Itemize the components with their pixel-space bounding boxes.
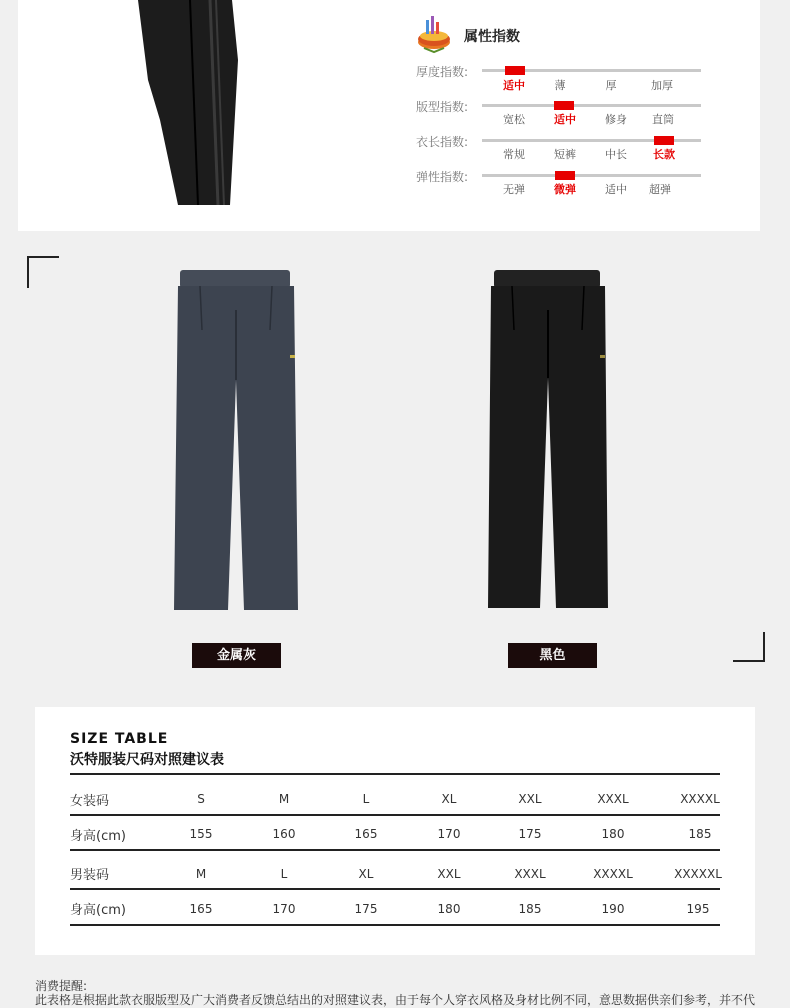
product-image-pants-top	[120, 0, 250, 210]
table-cell: L	[280, 867, 288, 881]
attribute-option: 适中	[605, 183, 627, 196]
attribute-option: 修身	[605, 113, 627, 126]
attribute-option: 超弹	[649, 183, 671, 196]
attribute-option: 微弹	[554, 183, 576, 196]
attribute-option: 厚	[605, 79, 617, 92]
table-cell: 180	[601, 827, 625, 841]
attribute-label: 弹性指数:	[416, 170, 469, 184]
table-cell: XL	[441, 792, 457, 806]
table-cell: 180	[437, 902, 461, 916]
attribute-option: 中长	[605, 148, 627, 161]
attribute-track	[482, 104, 701, 107]
table-cell: 160	[272, 827, 296, 841]
table-cell: 185	[688, 827, 712, 841]
attribute-track	[482, 174, 701, 177]
table-cell: XXL	[437, 867, 461, 881]
attribute-option: 长款	[653, 148, 675, 161]
attribute-label: 衣长指数:	[416, 135, 469, 149]
attribute-marker	[555, 171, 575, 180]
divider	[70, 849, 720, 851]
table-cell: 170	[437, 827, 461, 841]
table-cell: XXXL	[514, 867, 546, 881]
attribute-index-icon	[416, 14, 454, 54]
divider	[70, 814, 720, 816]
corner-decoration-top-left	[27, 256, 59, 288]
product-image-black-pants	[486, 270, 610, 612]
table-cell: XXL	[518, 792, 542, 806]
attribute-marker	[505, 66, 525, 75]
women-height-label: 身高(cm)	[70, 829, 126, 844]
size-table-title: SIZE TABLE	[70, 731, 169, 747]
color-label-gray: 金属灰	[192, 643, 281, 668]
table-cell: 190	[601, 902, 625, 916]
attribute-marker	[654, 136, 674, 145]
attribute-label: 厚度指数:	[416, 65, 469, 79]
table-cell: 170	[272, 902, 296, 916]
attribute-marker	[554, 101, 574, 110]
attribute-option: 无弹	[503, 183, 525, 196]
divider	[70, 773, 720, 775]
color-label-black: 黑色	[508, 643, 597, 668]
attribute-label: 版型指数:	[416, 100, 469, 114]
table-cell: L	[362, 792, 370, 806]
table-cell: M	[195, 867, 207, 881]
attribute-option: 宽松	[503, 113, 525, 126]
attribute-option: 薄	[554, 79, 566, 92]
table-cell: M	[278, 792, 290, 806]
table-cell: 155	[189, 827, 213, 841]
table-cell: 165	[189, 902, 213, 916]
table-cell: S	[197, 792, 205, 806]
table-cell: XXXXXL	[674, 867, 722, 881]
table-cell: 185	[518, 902, 542, 916]
table-cell: 175	[354, 902, 378, 916]
attribute-option: 常规	[503, 148, 525, 161]
notice-title: 消费提醒:	[35, 979, 88, 993]
notice-body: 此表格是根据此款衣服版型及广大消费者反馈总结出的对照建议表，由于每个人穿衣风格及身材比例不同，意思数据供亲们参考，并不代	[35, 993, 756, 1007]
table-cell: XL	[358, 867, 374, 881]
table-cell: XXXL	[597, 792, 629, 806]
men-height-label: 身高(cm)	[70, 903, 126, 918]
table-cell: 175	[518, 827, 542, 841]
table-cell: XXXXL	[593, 867, 633, 881]
corner-decoration-bottom-right	[733, 632, 765, 662]
attributes-title: 属性指数	[464, 29, 520, 45]
divider	[70, 888, 720, 890]
divider	[70, 924, 720, 926]
attribute-option: 短裤	[554, 148, 576, 161]
table-cell: XXXXL	[680, 792, 720, 806]
size-table-subtitle: 沃特服装尺码对照建议表	[70, 752, 224, 768]
attribute-option: 适中	[554, 113, 576, 126]
table-cell: 195	[686, 902, 710, 916]
attribute-option: 加厚	[651, 79, 673, 92]
men-size-label: 男装码	[70, 868, 110, 883]
attribute-option: 适中	[503, 79, 525, 92]
attribute-option: 直筒	[652, 113, 674, 126]
women-size-label: 女装码	[70, 794, 110, 809]
product-image-gray-pants	[172, 270, 300, 615]
table-cell: 165	[354, 827, 378, 841]
